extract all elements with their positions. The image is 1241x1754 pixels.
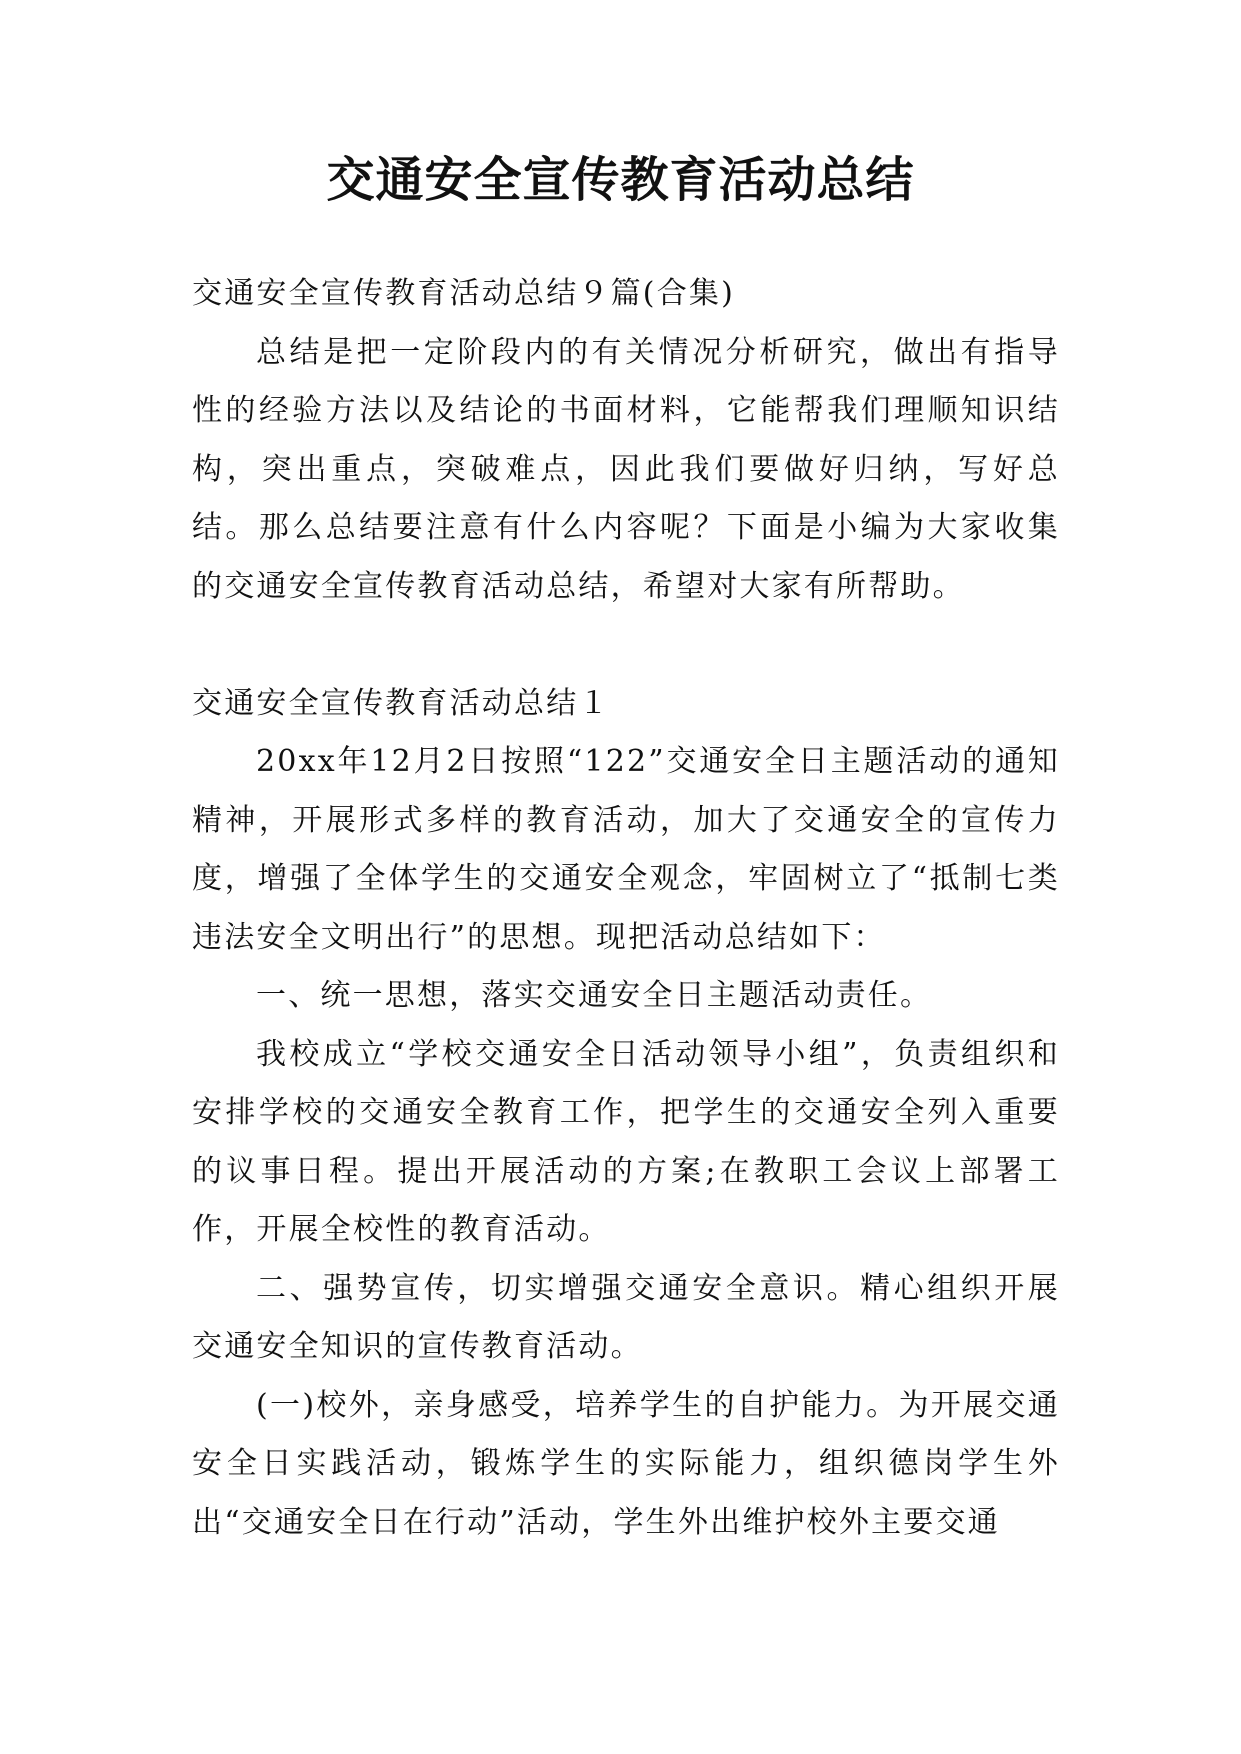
- body-paragraph: 二、强势宣传，切实增强交通安全意识。精心组织开展交通安全知识的宣传教育活动。: [192, 1270, 1060, 1364]
- document-subtitle: 交通安全宣传教育活动总结９篇(合集): [192, 276, 736, 311]
- intro-paragraph: 总结是把一定阶段内的有关情况分析研究，做出有指导性的经验方法以及结论的书面材料，它能帮我们理顺知识结构，突出重点，突破难点，因此我们要做好归纳，写好总结。那么总结要注意有什么内容呢？下面是小编为大家收集的交通安全宣传教育活动总结，希望对大家有所帮助。: [192, 334, 1060, 604]
- body-paragraph: (一)校外，亲身感受，培养学生的自护能力。为开展交通安全日实践活动，锻炼学生的实际能力，组织德岗学生外出“交通安全日在行动”活动，学生外出维护校外主要交通: [192, 1387, 1060, 1540]
- section-heading: 交通安全宣传教育活动总结１: [192, 685, 611, 721]
- body-paragraph: 20xx年12月2日按照“122”交通安全日主题活动的通知精神，开展形式多样的教育活动，加大了交通安全的宣传力度，增强了全体学生的交通安全观念，牢固树立了“抵制七类违法安全文明出行”的思想。现把活动总结如下：: [192, 744, 1060, 955]
- document-body: [192, 265, 1060, 1552]
- document-title: 交通安全宣传教育活动总结: [326, 152, 915, 208]
- body-paragraph: 一、统一思想，落实交通安全日主题活动责任。: [256, 978, 933, 1013]
- body-paragraph: 我校成立“学校交通安全日活动领导小组”，负责组织和安排学校的交通安全教育工作，把学生的交通安全列入重要的议事日程。提出开展活动的方案;在教职工会议上部署工作，开展全校性的教育活动。: [192, 1036, 1060, 1247]
- paragraph-gap: [192, 616, 1060, 675]
